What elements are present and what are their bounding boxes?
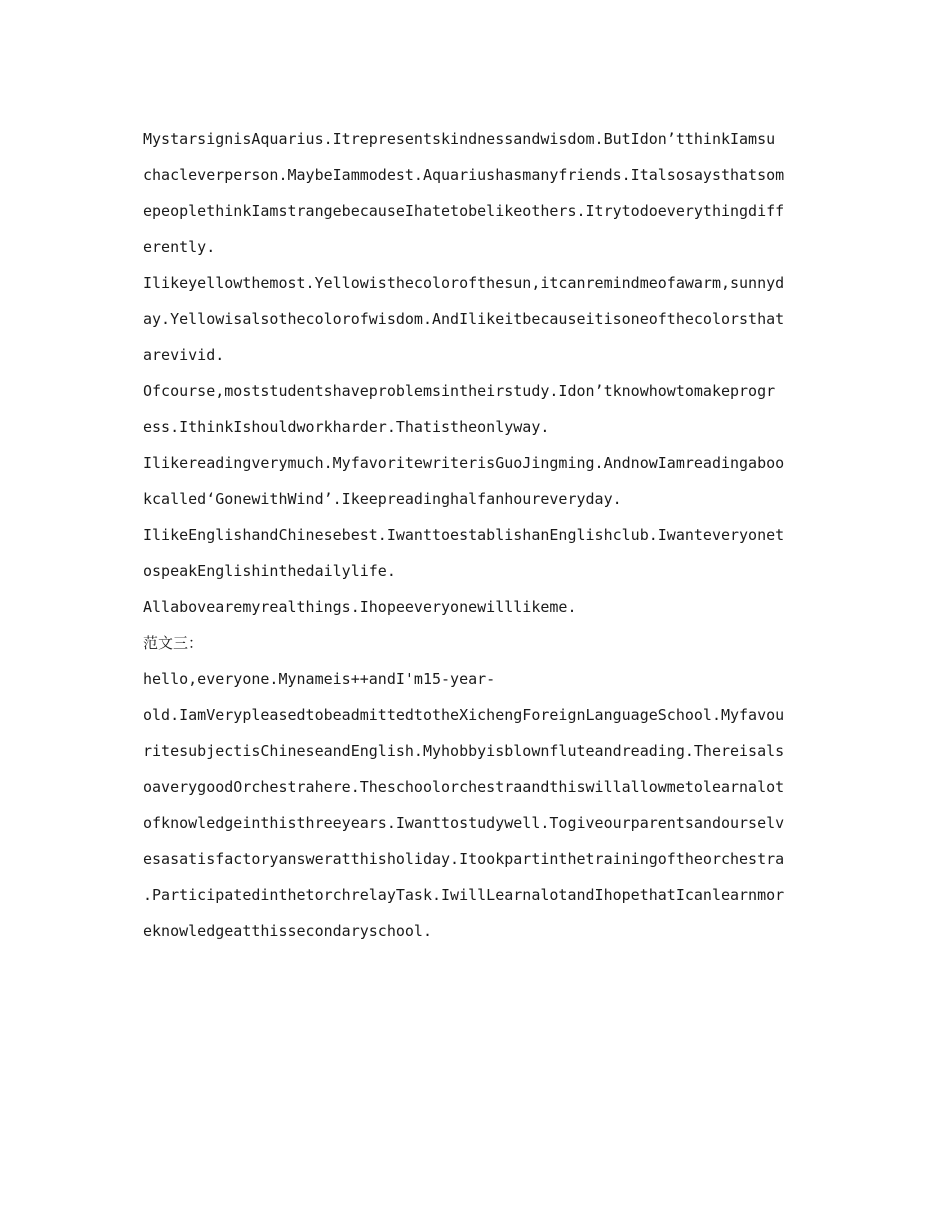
document-body xyxy=(143,121,808,949)
text-line: hello,everyone.Mynameis++andI'm15-year- xyxy=(143,670,496,688)
text-line: .ParticipatedinthetorchrelayTask.IwillLearnalotandIhopethatIcanlearnmor xyxy=(143,886,785,904)
text-line: ess.IthinkIshouldworkharder.Thatistheonlyway. xyxy=(143,418,550,436)
text-line: arevivid. xyxy=(143,346,225,364)
text-line: esasatisfactoryansweratthisholiday.Itookpartinthetrainingoftheorchestra xyxy=(143,850,785,868)
section-heading: 范文三： xyxy=(143,634,204,652)
text-line: ofknowledgeinthisthreeyears.Iwanttostudywell.Togiveourparentsandourselv xyxy=(143,814,785,832)
text-line: epeoplethinkIamstrangebecauseIhatetobelikeothers.Itrytodoeverythingdiff xyxy=(143,202,785,220)
text-line: eknowledgeatthissecondaryschool. xyxy=(143,922,432,940)
text-line: ospeakEnglishinthedailylife. xyxy=(143,562,396,580)
text-line: kcalled‘GonewithWind’.Ikeepreadinghalfanhoureveryday. xyxy=(143,490,622,508)
text-line: IlikeEnglishandChinesebest.IwanttoestablishanEnglishclub.Iwanteveryonet xyxy=(143,526,785,544)
text-line: Ilikeyellowthemost.Yellowisthecolorofthesun,itcanremindmeofawarm,sunnyd xyxy=(143,274,785,292)
text-line: MystarsignisAquarius.Itrepresentskindnessandwisdom.ButIdon’tthinkIamsu xyxy=(143,130,776,148)
text-line: Ofcourse,moststudentshaveproblemsintheirstudy.Idon’tknowhowtomakeprogr xyxy=(143,382,776,400)
text-line: Allabovearemyrealthings.Ihopeeveryonewilllikeme. xyxy=(143,598,577,616)
text-line: oaverygoodOrchestrahere.Theschoolorchestraandthiswillallowmetolearnalot xyxy=(143,778,785,796)
text-line: erently. xyxy=(143,238,216,256)
text-line: Ilikereadingverymuch.MyfavoritewriterisGuoJingming.AndnowIamreadingaboo xyxy=(143,454,785,472)
text-line: ay.Yellowisalsothecolorofwisdom.AndIlikeitbecauseitisoneofthecolorsthat xyxy=(143,310,785,328)
text-line: chacleverperson.MaybeIammodest.Aquariushasmanyfriends.Italsosaysthatsom xyxy=(143,166,785,184)
text-line: old.IamVerypleasedtobeadmittedtotheXichengForeignLanguageSchool.Myfavou xyxy=(143,706,785,724)
text-line: ritesubjectisChineseandEnglish.Myhobbyisblownfluteandreading.Thereisals xyxy=(143,742,785,760)
